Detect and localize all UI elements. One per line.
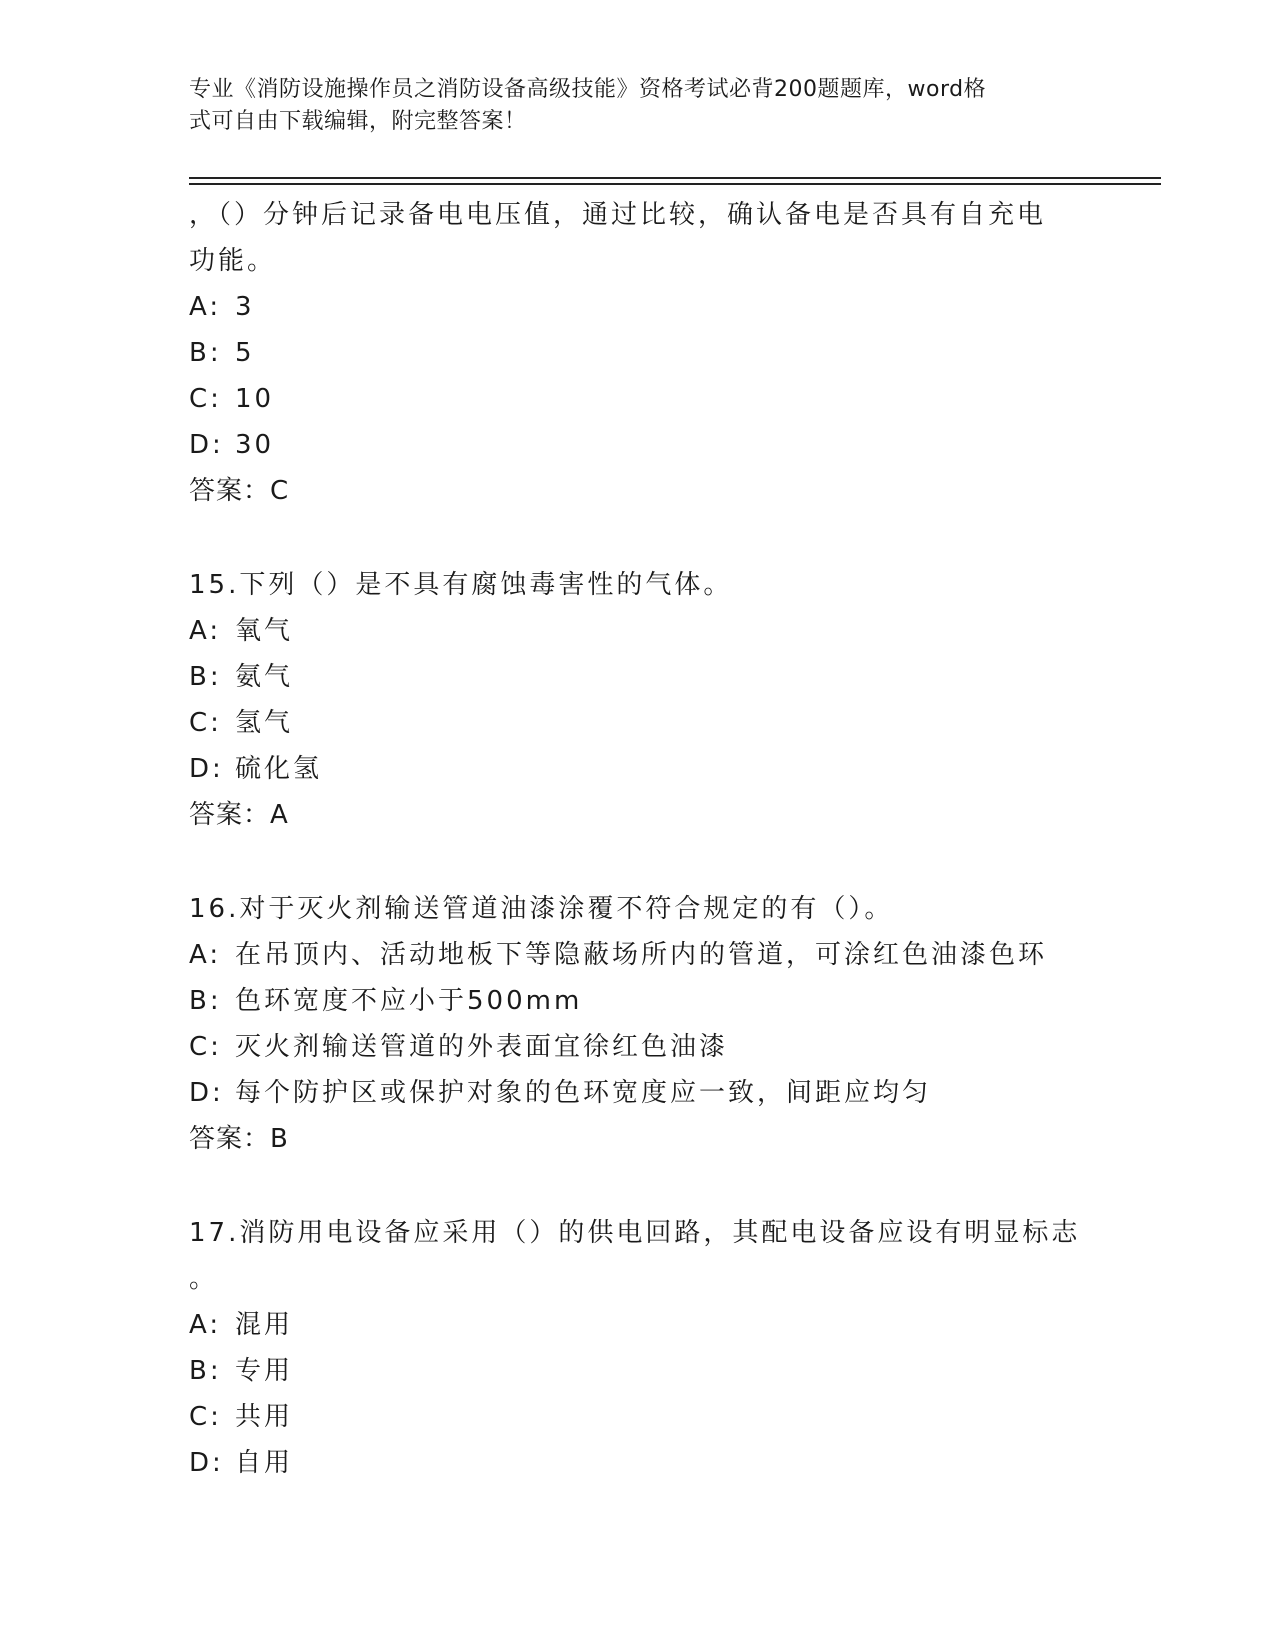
question-17 xyxy=(189,1210,1089,1486)
option-key: B: xyxy=(189,1356,222,1386)
option-b xyxy=(189,978,1089,1024)
option-text: 3 xyxy=(235,292,255,322)
header-divider-top xyxy=(189,177,1161,179)
option-text: 灭火剂输送管道的外表面宜徐红色油漆 xyxy=(235,1032,729,1062)
option-text: 氨气 xyxy=(235,662,294,692)
answer-line: 答案：C xyxy=(189,476,290,506)
option-key: C: xyxy=(189,384,222,414)
header-divider-bottom xyxy=(189,183,1161,185)
option-text: 30 xyxy=(235,430,275,460)
header-line-2: 式可自由下载编辑，附完整答案！ xyxy=(189,109,527,134)
option-b xyxy=(189,1348,1089,1394)
option-a xyxy=(189,284,1089,330)
option-text: 5 xyxy=(235,338,255,368)
header-line-1: 专业《消防设施操作员之消防设备高级技能》资格考试必背200题题库，word格 xyxy=(189,77,987,102)
option-key: D: xyxy=(189,430,224,460)
option-text: 色环宽度不应小于500mm xyxy=(235,986,583,1016)
answer-line: 答案：A xyxy=(189,800,289,830)
option-text: 共用 xyxy=(235,1402,294,1432)
option-key: A: xyxy=(189,616,222,646)
question-text-continued: 。 xyxy=(189,1264,219,1294)
option-key: A: xyxy=(189,1310,222,1340)
option-text: 混用 xyxy=(235,1310,294,1340)
option-d xyxy=(189,1070,1089,1116)
option-a xyxy=(189,932,1089,978)
option-a xyxy=(189,1302,1089,1348)
question-text-continued: 功能。 xyxy=(189,246,277,276)
option-a xyxy=(189,608,1089,654)
question-text: 17.消防用电设备应采用（）的供电回路，其配电设备应设有明显标志 xyxy=(189,1218,1081,1248)
option-key: C: xyxy=(189,708,222,738)
option-key: B: xyxy=(189,338,222,368)
option-d xyxy=(189,746,1089,792)
option-text: 在吊顶内、活动地板下等隐蔽场所内的管道，可涂红色油漆色环 xyxy=(235,940,1048,970)
option-key: C: xyxy=(189,1402,222,1432)
option-d xyxy=(189,1440,1089,1486)
option-text: 自用 xyxy=(235,1448,294,1478)
question-text: 16.对于灭火剂输送管道油漆涂覆不符合规定的有（）。 xyxy=(189,894,894,924)
option-text: 硫化氢 xyxy=(235,754,323,784)
option-c xyxy=(189,700,1089,746)
option-key: B: xyxy=(189,662,222,692)
option-c xyxy=(189,376,1089,422)
option-text: 氢气 xyxy=(235,708,294,738)
option-text: 每个防护区或保护对象的色环宽度应一致，间距应均匀 xyxy=(235,1078,932,1108)
question-text: ，（）分钟后记录备电电压值，通过比较，确认备电是否具有自充电 xyxy=(189,200,1047,230)
option-b xyxy=(189,654,1089,700)
option-key: D: xyxy=(189,1078,224,1108)
option-key: A: xyxy=(189,940,222,970)
option-c xyxy=(189,1394,1089,1440)
question-15 xyxy=(189,562,1089,838)
option-c xyxy=(189,1024,1089,1070)
option-d xyxy=(189,422,1089,468)
option-key: D: xyxy=(189,1448,224,1478)
option-text: 氧气 xyxy=(235,616,294,646)
question-14 xyxy=(189,192,1089,514)
question-text: 15.下列（）是不具有腐蚀毒害性的气体。 xyxy=(189,570,733,600)
answer-line: 答案：B xyxy=(189,1124,289,1154)
question-list xyxy=(189,192,1089,1534)
option-text: 10 xyxy=(235,384,275,414)
option-b xyxy=(189,330,1089,376)
option-key: C: xyxy=(189,1032,222,1062)
question-16 xyxy=(189,886,1089,1162)
option-key: D: xyxy=(189,754,224,784)
option-key: A: xyxy=(189,292,222,322)
option-key: B: xyxy=(189,986,222,1016)
option-text: 专用 xyxy=(235,1356,294,1386)
document-header xyxy=(189,74,1069,138)
